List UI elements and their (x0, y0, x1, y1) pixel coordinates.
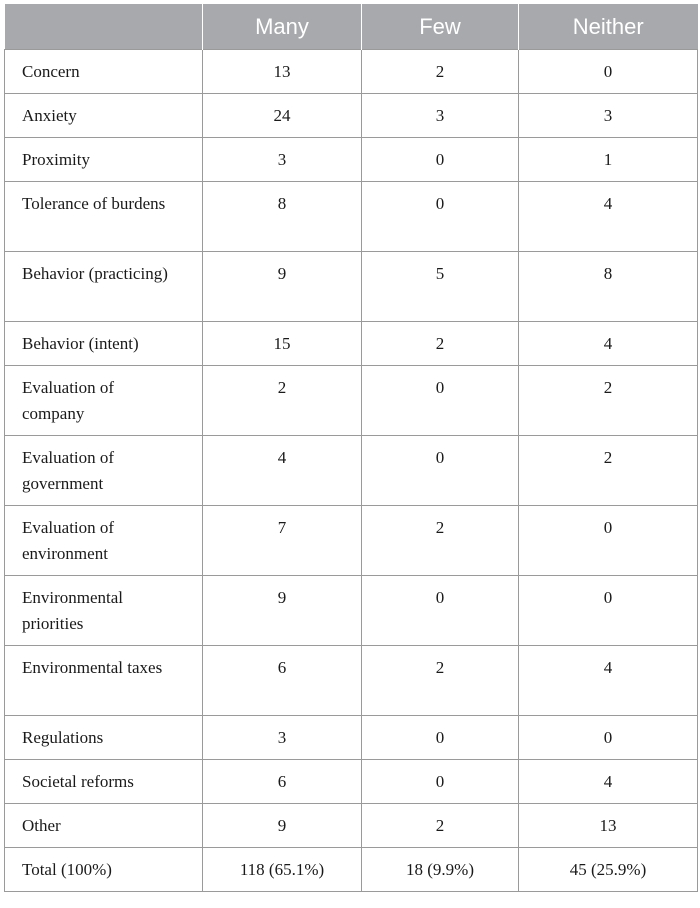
cell-neither: 0 (519, 576, 698, 646)
row-label-cell (5, 576, 203, 646)
cell-neither: 4 (519, 760, 698, 804)
cell-neither: 4 (519, 646, 698, 716)
table-row (5, 94, 698, 138)
table-row (5, 760, 698, 804)
row-label-cell (5, 366, 203, 436)
cell-many: 9 (203, 252, 362, 322)
cell-many: 3 (203, 138, 362, 182)
row-label: Regulations (22, 728, 104, 747)
cell-few: 3 (362, 94, 519, 138)
row-label-cell (5, 716, 203, 760)
cell-many: 6 (203, 646, 362, 716)
row-label-cell (5, 182, 203, 252)
table-body (5, 50, 698, 892)
table-row (5, 646, 698, 716)
row-label-cell (5, 252, 203, 322)
row-label: Anxiety (22, 106, 77, 125)
cell-many: 4 (203, 436, 362, 506)
cell-few: 0 (362, 576, 519, 646)
cell-many: 24 (203, 94, 362, 138)
row-label: Societal reforms (22, 772, 134, 791)
cell-neither: 8 (519, 252, 698, 322)
table-row (5, 138, 698, 182)
cell-many: 3 (203, 716, 362, 760)
header-row (5, 4, 698, 50)
cell-neither: 0 (519, 716, 698, 760)
total-cell-few: 18 (9.9%) (362, 848, 519, 892)
cell-neither: 2 (519, 436, 698, 506)
data-table (4, 4, 698, 892)
cell-few: 0 (362, 138, 519, 182)
row-label-cell (5, 94, 203, 138)
header-cell-neither: Neither (519, 4, 698, 50)
cell-neither: 0 (519, 506, 698, 576)
row-label: Behavior (practicing) (22, 264, 168, 283)
cell-neither: 4 (519, 322, 698, 366)
cell-neither: 1 (519, 138, 698, 182)
row-label-cell (5, 804, 203, 848)
header-cell-few: Few (362, 4, 519, 50)
cell-neither: 13 (519, 804, 698, 848)
header-cell-many: Many (203, 4, 362, 50)
cell-many: 8 (203, 182, 362, 252)
cell-many: 9 (203, 576, 362, 646)
total-cell-neither: 45 (25.9%) (519, 848, 698, 892)
cell-many: 6 (203, 760, 362, 804)
cell-many: 7 (203, 506, 362, 576)
cell-neither: 0 (519, 50, 698, 94)
row-label-cell (5, 436, 203, 506)
table-row (5, 506, 698, 576)
row-label-cell (5, 646, 203, 716)
total-cell-many: 118 (65.1%) (203, 848, 362, 892)
cell-few: 0 (362, 366, 519, 436)
row-label: Behavior (intent) (22, 334, 139, 353)
cell-many: 9 (203, 804, 362, 848)
row-label-cell (5, 760, 203, 804)
table-row (5, 436, 698, 506)
data-table-container (4, 4, 697, 892)
cell-few: 0 (362, 436, 519, 506)
row-label: Evaluation of environment (22, 518, 115, 563)
table-row (5, 366, 698, 436)
cell-few: 2 (362, 646, 519, 716)
cell-many: 15 (203, 322, 362, 366)
cell-few: 2 (362, 804, 519, 848)
total-row (5, 848, 698, 892)
table-row (5, 804, 698, 848)
total-label: Total (100%) (5, 848, 203, 892)
table-row (5, 576, 698, 646)
cell-few: 0 (362, 182, 519, 252)
cell-few: 0 (362, 716, 519, 760)
cell-few: 2 (362, 50, 519, 94)
row-label: Other (22, 816, 61, 835)
table-row (5, 50, 698, 94)
row-label: Proximity (22, 150, 91, 169)
cell-few: 2 (362, 506, 519, 576)
cell-many: 13 (203, 50, 362, 94)
table-row (5, 322, 698, 366)
row-label: Environmental priorities (22, 588, 124, 633)
row-label: Tolerance of burdens (22, 194, 166, 213)
table-row (5, 182, 698, 252)
cell-few: 5 (362, 252, 519, 322)
cell-neither: 3 (519, 94, 698, 138)
cell-few: 0 (362, 760, 519, 804)
row-label-cell (5, 50, 203, 94)
row-label: Concern (22, 62, 80, 81)
cell-neither: 4 (519, 182, 698, 252)
row-label: Evaluation of company (22, 378, 115, 423)
table-row (5, 716, 698, 760)
row-label: Evaluation of government (22, 448, 115, 493)
row-label-cell (5, 506, 203, 576)
row-label-cell (5, 322, 203, 366)
cell-many: 2 (203, 366, 362, 436)
cell-few: 2 (362, 322, 519, 366)
table-row (5, 252, 698, 322)
cell-neither: 2 (519, 366, 698, 436)
header-cell-label (5, 4, 203, 50)
row-label-cell (5, 138, 203, 182)
row-label: Environmental taxes (22, 658, 163, 677)
